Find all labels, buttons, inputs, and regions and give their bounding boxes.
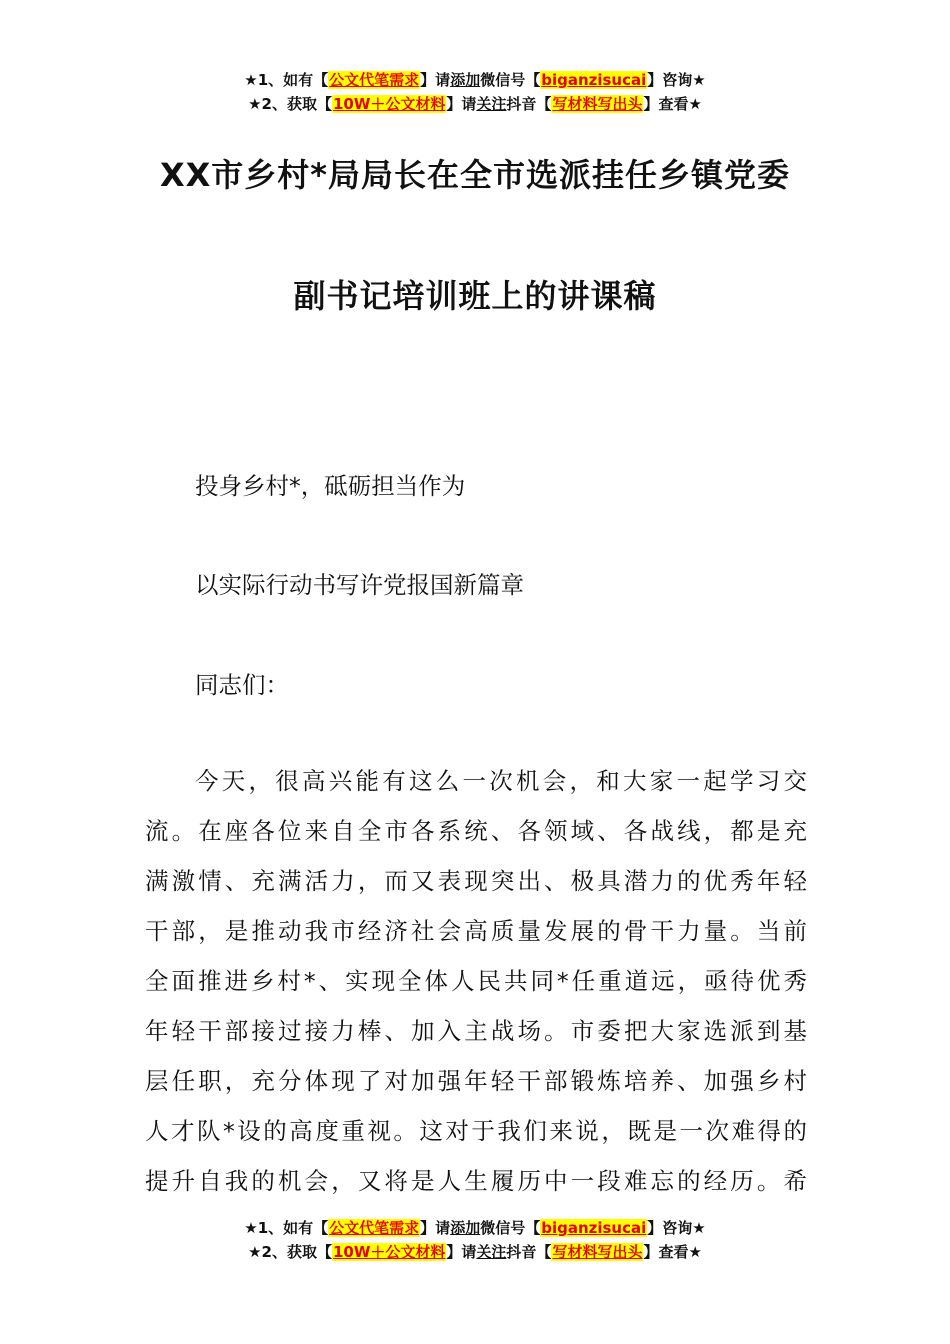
banner-line-1: ★1、如有【公文代笔需求】请添加微信号【biganzisucai】咨询★ (244, 71, 706, 89)
highlight-wechat-id: biganzisucai (541, 1219, 647, 1237)
footer-banner (0, 1216, 950, 1264)
body-line: 干部，是推动我市经济社会高质量发展的骨干力量。当前 (145, 917, 807, 945)
body-line: 提升自我的机会，又将是人生履历中一段难忘的经历。希 (145, 1167, 807, 1195)
body-line: 流。在座各位来自全市各系统、各领域、各战线，都是充 (145, 817, 807, 845)
banner-line-1: ★1、如有【公文代笔需求】请添加微信号【biganzisucai】咨询★ (244, 1219, 706, 1237)
body-line: 层任职，充分体现了对加强年轻干部锻炼培养、加强乡村 (145, 1067, 807, 1095)
body-line: 今天，很高兴能有这么一次机会，和大家一起学习交 (195, 767, 807, 795)
body-line: 年轻干部接过接力棒、加入主战场。市委把大家选派到基 (145, 1017, 807, 1045)
body-line: 人才队*设的高度重视。这对于我们来说，既是一次难得的 (145, 1117, 807, 1145)
document-title-line-1: XX市乡村*局局长在全市选派挂任乡镇党委 (159, 156, 791, 194)
highlight-ghostwriting: 公文代笔需求 (329, 71, 420, 89)
subtitle-2: 以实际行动书写许党报国新篇章 (195, 571, 524, 599)
document-title-line-2: 副书记培训班上的讲课稿 (293, 277, 657, 315)
highlight-materials: 10W＋公文材料 (332, 95, 446, 113)
highlight-ghostwriting: 公文代笔需求 (329, 1219, 420, 1237)
body-line: 满激情、充满活力，而又表现突出、极具潜力的优秀年轻 (145, 867, 807, 895)
header-banner (0, 68, 950, 116)
highlight-douyin-account: 写材料写出头 (552, 95, 643, 113)
greeting: 同志们： (195, 671, 289, 699)
highlight-materials: 10W＋公文材料 (332, 1243, 446, 1261)
banner-line-2: ★2、获取【10W＋公文材料】请关注抖音【写材料写出头】查看★ (248, 1243, 702, 1261)
body-paragraph (145, 760, 807, 1210)
subtitle-1: 投身乡村*，砥砺担当作为 (195, 472, 466, 500)
highlight-douyin-account: 写材料写出头 (552, 1243, 643, 1261)
highlight-wechat-id: biganzisucai (541, 71, 647, 89)
body-line: 全面推进乡村*、实现全体人民共同*任重道远，亟待优秀 (145, 967, 807, 995)
banner-line-2: ★2、获取【10W＋公文材料】请关注抖音【写材料写出头】查看★ (248, 95, 702, 113)
